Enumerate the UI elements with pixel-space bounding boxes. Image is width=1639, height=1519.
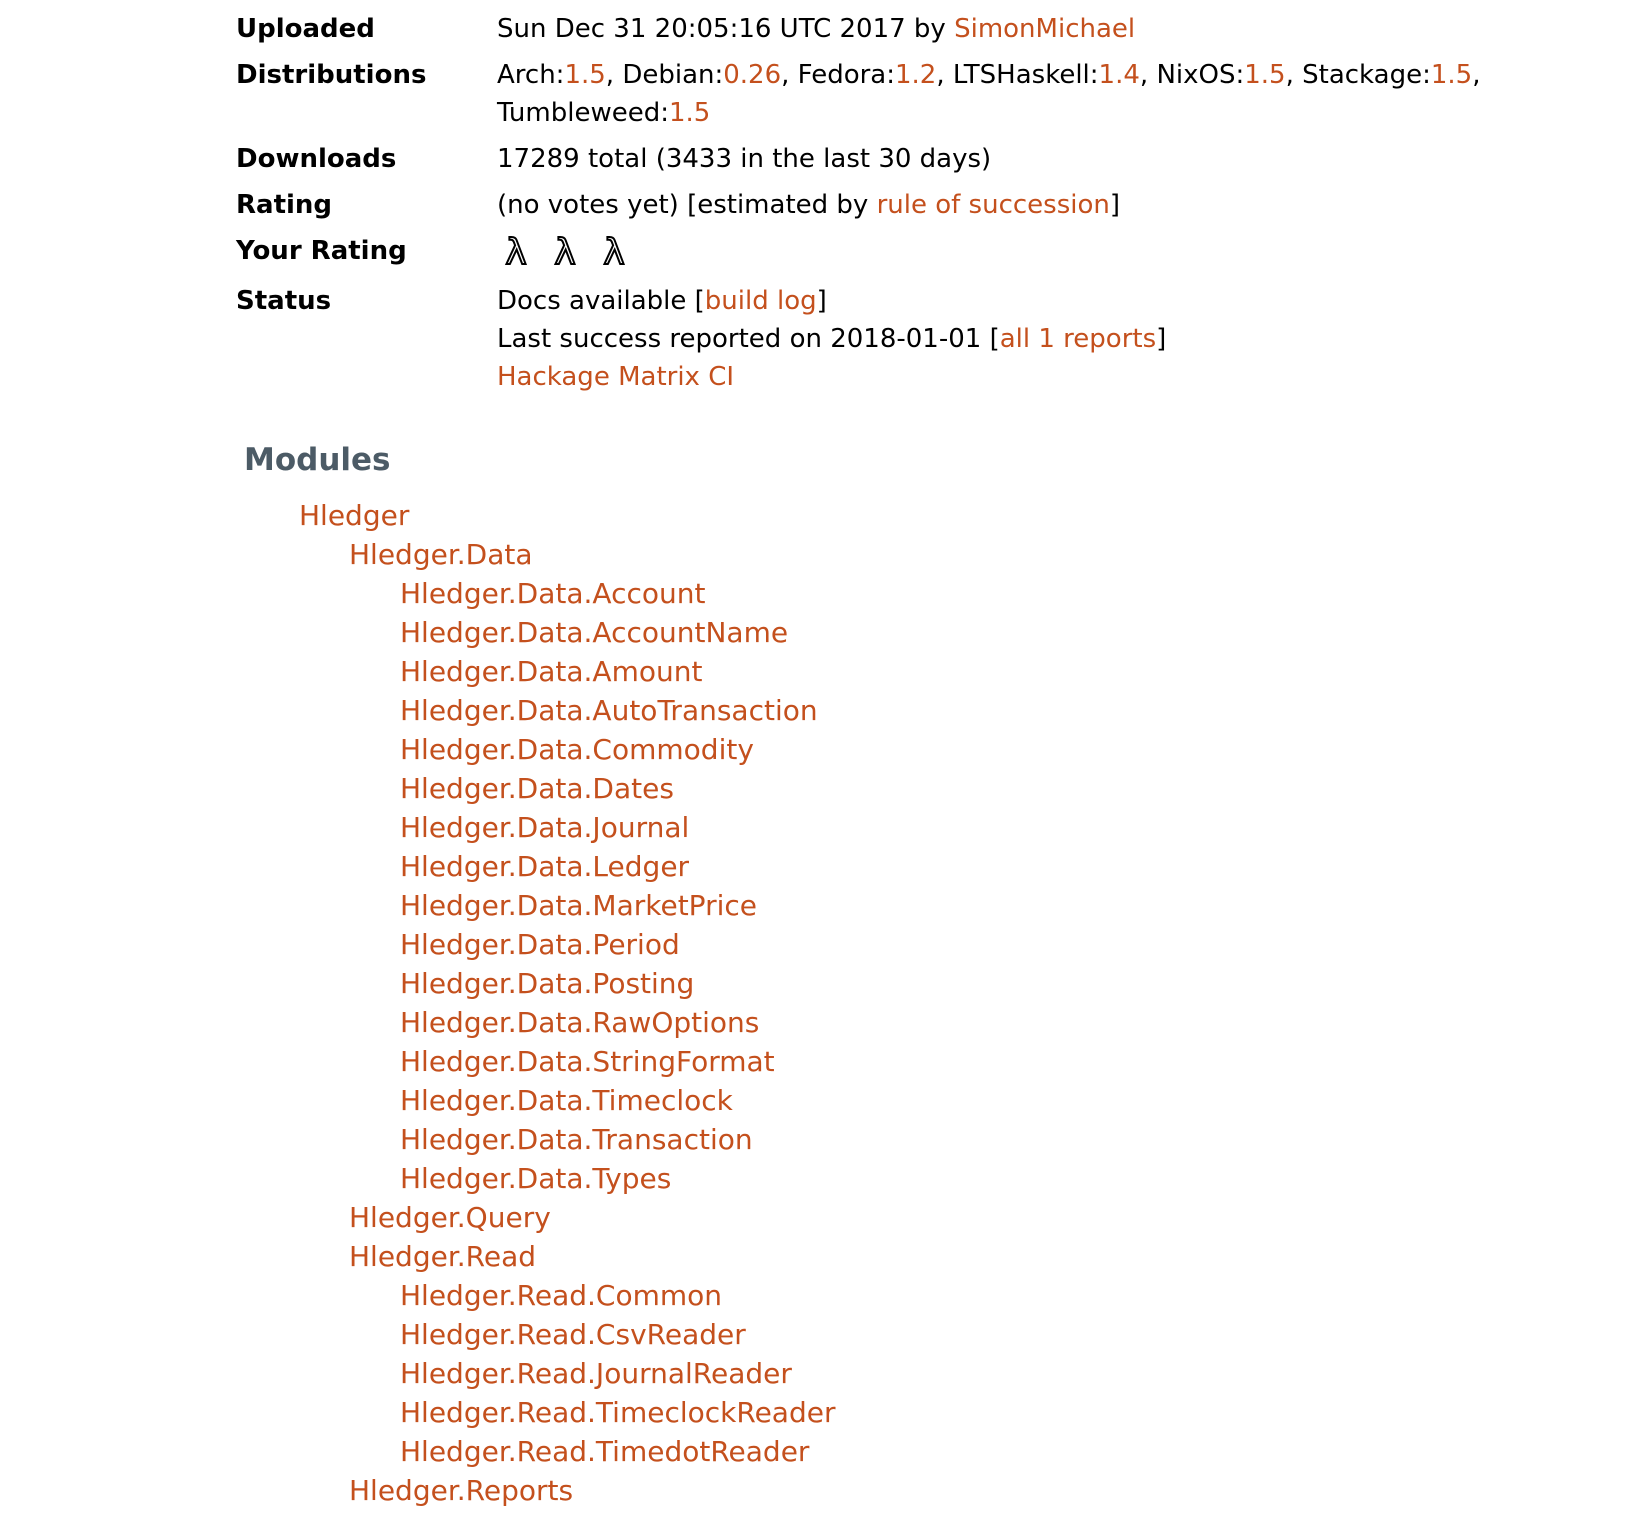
- distributions-label: Distributions: [236, 60, 427, 90]
- svg-text:λ: λ: [554, 232, 576, 273]
- module-item: [0, 574, 1639, 613]
- module-item: [0, 1042, 1639, 1081]
- module-link[interactable]: Hledger.Data.Account: [400, 577, 706, 610]
- hackage-matrix-ci-link[interactable]: Hackage Matrix CI: [497, 362, 735, 392]
- module-item: [0, 496, 1639, 535]
- module-tree: [0, 496, 1639, 1510]
- distribution-version-link[interactable]: 1.2: [895, 60, 937, 90]
- module-link[interactable]: Hledger.Data.Period: [400, 928, 680, 961]
- distributions-value: Arch:1.5, Debian:0.26, Fedora:1.2, LTSHaskell:1.4, NixOS:1.5, Stackage:1.5, Tumbleweed:1.5: [497, 60, 1481, 128]
- distribution-version-link[interactable]: 1.5: [564, 60, 606, 90]
- distribution-version-link[interactable]: 1.5: [1244, 60, 1286, 90]
- module-item: [0, 1354, 1639, 1393]
- status-docs-line: [497, 282, 1480, 320]
- module-link[interactable]: Hledger.Data.Transaction: [400, 1123, 753, 1156]
- status-matrix-line: [497, 358, 1480, 396]
- success-prefix: Last success reported on 2018-01-01 [: [497, 324, 1000, 354]
- module-link[interactable]: Hledger.Data.MarketPrice: [400, 889, 757, 922]
- module-link[interactable]: Hledger.Data.Types: [400, 1162, 672, 1195]
- module-item: [0, 808, 1639, 847]
- module-link[interactable]: Hledger.Data.Journal: [400, 811, 690, 844]
- module-item: [0, 730, 1639, 769]
- module-link[interactable]: Hledger.Data.Ledger: [400, 850, 690, 883]
- svg-text:λ: λ: [603, 232, 625, 273]
- module-item: [0, 1432, 1639, 1471]
- build-log-link[interactable]: build log: [704, 286, 817, 316]
- uploader-link[interactable]: SimonMichael: [954, 14, 1136, 44]
- package-properties-table: [236, 6, 1480, 400]
- lambda-rating: [497, 228, 1480, 278]
- module-item: [0, 1471, 1639, 1510]
- status-value: [497, 278, 1480, 400]
- module-link[interactable]: Hledger.Read: [349, 1240, 537, 1273]
- downloads-value: 17289 total (3433 in the last 30 days): [497, 144, 992, 174]
- module-link[interactable]: Hledger.Read.TimedotReader: [400, 1435, 810, 1468]
- distribution-version-link[interactable]: 1.5: [1430, 60, 1473, 90]
- module-link[interactable]: Hledger.Data.Dates: [400, 772, 674, 805]
- module-link[interactable]: Hledger.Read.TimeclockReader: [400, 1396, 836, 1429]
- your-rating-label: Your Rating: [236, 236, 407, 266]
- status-label: Status: [236, 286, 332, 316]
- downloads-row: [236, 136, 1480, 182]
- module-item: [0, 964, 1639, 1003]
- module-item: [0, 1120, 1639, 1159]
- module-item: [0, 1237, 1639, 1276]
- module-link[interactable]: Hledger.Read.JournalReader: [400, 1357, 792, 1390]
- module-link[interactable]: Hledger.Data.StringFormat: [400, 1045, 775, 1078]
- module-link[interactable]: Hledger.Reports: [349, 1474, 574, 1507]
- docs-prefix: Docs available [: [497, 286, 705, 316]
- module-link[interactable]: Hledger: [299, 499, 410, 532]
- uploaded-label: Uploaded: [236, 14, 375, 44]
- module-item: [0, 613, 1639, 652]
- module-item: [0, 769, 1639, 808]
- module-item: [0, 1315, 1639, 1354]
- distribution-version-link[interactable]: 1.5: [668, 98, 711, 128]
- module-item: [0, 1393, 1639, 1432]
- svg-text:λ: λ: [505, 232, 527, 273]
- uploaded-row: [236, 6, 1480, 52]
- distribution-version-link[interactable]: 1.4: [1098, 60, 1140, 90]
- module-link[interactable]: Hledger.Data.AccountName: [400, 616, 789, 649]
- rating-row: [236, 182, 1480, 228]
- module-item: [0, 1159, 1639, 1198]
- module-link[interactable]: Hledger.Data.AutoTransaction: [400, 694, 818, 727]
- downloads-label: Downloads: [236, 144, 397, 174]
- rating-suffix: ]: [1109, 190, 1121, 220]
- module-link[interactable]: Hledger.Query: [349, 1201, 551, 1234]
- rating-prefix: (no votes yet) [estimated by: [497, 190, 877, 220]
- uploaded-text: Sun Dec 31 20:05:16 UTC 2017 by: [497, 14, 955, 44]
- module-item: [0, 652, 1639, 691]
- module-item: [0, 1276, 1639, 1315]
- rule-of-succession-link[interactable]: rule of succession: [876, 190, 1110, 220]
- module-item: [0, 1198, 1639, 1237]
- status-row: [236, 278, 1480, 400]
- module-item: [0, 535, 1639, 574]
- lambda-rating-icon[interactable]: [551, 230, 579, 274]
- module-item: [0, 925, 1639, 964]
- module-item: [0, 847, 1639, 886]
- module-item: [0, 886, 1639, 925]
- lambda-rating-icon[interactable]: [502, 230, 530, 274]
- distributions-row: [236, 52, 1480, 136]
- module-link[interactable]: Hledger.Data: [349, 538, 533, 571]
- module-link[interactable]: Hledger.Data.Posting: [400, 967, 695, 1000]
- module-link[interactable]: Hledger.Read.Common: [400, 1279, 723, 1312]
- module-link[interactable]: Hledger.Data.RawOptions: [400, 1006, 760, 1039]
- lambda-rating-icon[interactable]: [600, 230, 628, 274]
- module-link[interactable]: Hledger.Read.CsvReader: [400, 1318, 746, 1351]
- success-suffix: ]: [1156, 324, 1167, 354]
- module-link[interactable]: Hledger.Data.Amount: [400, 655, 703, 688]
- status-success-line: [497, 320, 1480, 358]
- module-item: [0, 1081, 1639, 1120]
- module-link[interactable]: Hledger.Data.Timeclock: [400, 1084, 733, 1117]
- docs-suffix: ]: [816, 286, 827, 316]
- rating-value: [497, 182, 1480, 228]
- uploaded-value: [497, 6, 1480, 52]
- modules-heading: Modules: [244, 442, 391, 478]
- module-link[interactable]: Hledger.Data.Commodity: [400, 733, 754, 766]
- module-item: [0, 1003, 1639, 1042]
- module-item: [0, 691, 1639, 730]
- all-reports-link[interactable]: all 1 reports: [999, 324, 1157, 354]
- your-rating-row: [236, 228, 1480, 278]
- distribution-version-link[interactable]: 0.26: [723, 60, 782, 90]
- rating-label: Rating: [236, 190, 333, 220]
